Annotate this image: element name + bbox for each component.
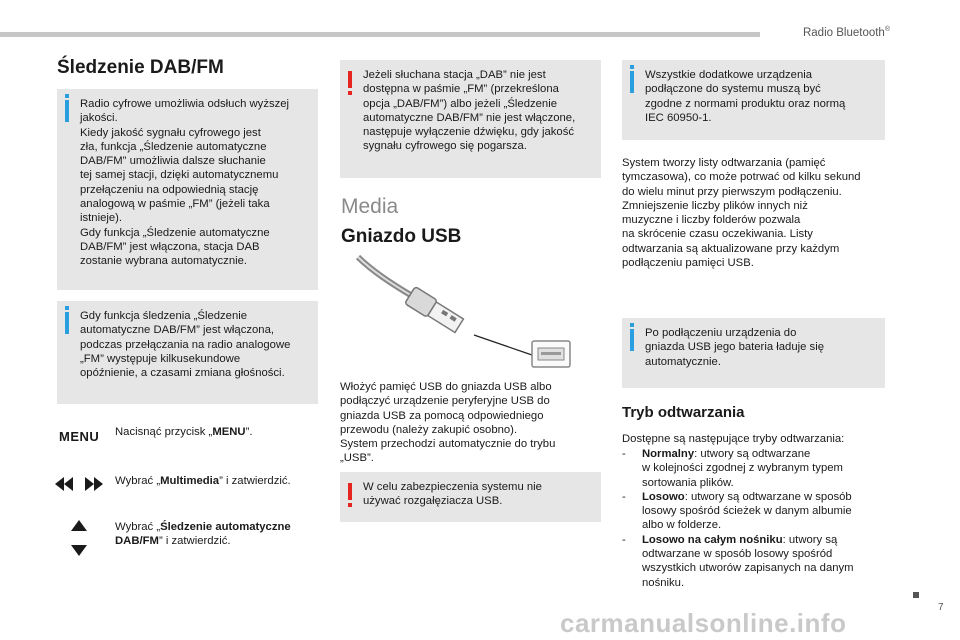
mode-name: Losowo na całym nośniku [642, 533, 783, 546]
list-dash: - [622, 490, 626, 503]
text-line: podłączeniu pamięci USB. [622, 257, 754, 270]
header-rule [0, 32, 760, 37]
text-line: podczas przełączania na radio analogowe [80, 338, 291, 351]
list-dash: - [622, 533, 626, 546]
info-box-dab [57, 89, 318, 290]
text-line: System tworzy listy odtwarzania (pamięć [622, 157, 826, 169]
text-line: Gdy funkcja śledzenia „Śledzenie [80, 310, 248, 322]
page-marker [913, 592, 919, 598]
text-line: „FM” występuje kilkusekundowe [80, 352, 241, 365]
info-box-battery [622, 318, 885, 388]
text-line: Losowo: utwory są odtwarzane w sposób [642, 490, 852, 503]
info-icon [630, 329, 634, 351]
text-line: dostępna w paśmie „FM” (przekreślona [363, 83, 559, 96]
playback-mode-intro: Dostępne są następujące tryby odtwarzania: [622, 433, 845, 445]
text-line: istnieje). [80, 212, 123, 225]
text-line: Gdy funkcja „Śledzenie automatyczne [80, 226, 270, 239]
text-line: automatycznie. [645, 355, 721, 368]
warning-text-dab [363, 68, 591, 154]
text-line: Po podłączeniu urządzenia do [645, 327, 797, 339]
list-dash: - [622, 448, 626, 460]
text-line: „USB”. [340, 452, 374, 465]
playback-mode-item [622, 490, 888, 533]
running-title: Radio Bluetooth® [802, 26, 890, 39]
text-line: tej samej stacji, dzięki automatycznemu [80, 169, 279, 182]
usb-instructions [340, 380, 601, 466]
text-line: następuje wyłączenie dźwięku, gdy jakość [363, 126, 574, 139]
text-line: W celu zabezpieczenia systemu nie [363, 481, 542, 493]
text-line: automatyczne DAB/FM” jest włączona, [80, 324, 274, 337]
left-right-arrows-icon [55, 475, 103, 493]
text-line: System przechodzi automatycznie do trybu [340, 438, 556, 451]
playback-mode-list [622, 447, 888, 590]
warning-text-hub [363, 480, 591, 509]
text-line: opóźnienie, a czasami zmiana głośności. [80, 367, 285, 380]
info-text-dab [80, 97, 308, 269]
up-down-arrows-icon [70, 520, 88, 556]
text-line: sortowania plików. [642, 476, 734, 489]
text-line: automatyczne DAB/FM” nie jest włączone, [363, 111, 576, 124]
text-line: na skrócenie czasu oczekiwania. Listy [622, 228, 813, 241]
text-line: tymczasowa), co może potrwać od kilku sekund [622, 171, 861, 184]
text-line: do wielu minut przy pierwszym podłączeniu. [622, 185, 842, 198]
warning-box-hub [340, 472, 601, 522]
text-line: odtwarzane w sposób losowy spośród [642, 548, 833, 561]
text-line: Wszystkie dodatkowe urządzenia [645, 69, 813, 81]
usb-plug-illustration [350, 255, 590, 375]
text-line: zostanie wybrana automatycznie. [80, 255, 248, 268]
text-line: IEC 60950-1. [645, 111, 712, 124]
section-title: Media [341, 195, 399, 218]
text-line: podłączone do systemu muszą być [645, 83, 821, 96]
warning-icon [348, 71, 352, 88]
text-line: Kiedy jakość sygnału cyfrowego jest [80, 126, 261, 139]
page-title: Śledzenie DAB/FM [57, 57, 224, 78]
text-line: Zmniejszenie liczby plików innych niż [622, 199, 808, 212]
usb-title: Gniazdo USB [341, 226, 462, 247]
text-line: DAB/FM” umożliwia dalsze słuchanie [80, 155, 266, 168]
text-line: Jeżeli słuchana stacja „DAB” nie jest [363, 69, 546, 81]
text-line: Radio cyfrowe umożliwia odsłuch wyższej [80, 98, 290, 110]
playback-mode-item [622, 533, 888, 590]
menu-key-icon: MENU [59, 429, 100, 444]
info-text-battery [645, 326, 875, 369]
info-box-delay [57, 301, 318, 404]
text-line: podłączyć urządzenie peryferyjne USB do [340, 395, 550, 408]
text-line: sygnału cyfrowego się pogarsza. [363, 140, 527, 153]
text-line: przełączeniu na odpowiednią stację [80, 183, 259, 196]
warning-box-dab [340, 60, 601, 178]
text-line: zgodne z normami produktu oraz normą [645, 97, 846, 110]
text-line: Losowo na całym nośniku: utwory są [642, 533, 838, 546]
step-press-menu: Nacisnąć przycisk „MENU”. [115, 426, 253, 438]
text-line: jakości. [80, 112, 118, 125]
step-select-multimedia: Wybrać „Multimedia” i zatwierdzić. [115, 475, 291, 487]
text-line: wszystkich utworów zapisanych na danym [642, 562, 854, 575]
text-line: albo w folderze. [642, 519, 722, 532]
info-text-norms [645, 68, 875, 125]
watermark: carmanualsonline.info [560, 608, 847, 638]
playlist-paragraph [622, 156, 888, 270]
text-line: Normalny: utwory są odtwarzane [642, 448, 811, 460]
text-line: w kolejności zgodnej z wybranym typem [642, 462, 843, 475]
playback-mode-item [622, 447, 888, 490]
text-line: przewodu (należy zakupić osobno). [340, 423, 518, 436]
text-line: zła, funkcja „Śledzenie automatyczne [80, 140, 267, 153]
text-line: Włożyć pamięć USB do gniazda USB albo [340, 381, 552, 393]
info-icon [630, 71, 634, 93]
text-line: używać rozgałęziacza USB. [363, 495, 503, 508]
text-line: gniazda USB jego bateria ładuje się [645, 341, 824, 354]
text-line: analogową w paśmie „FM” (jeżeli taka [80, 198, 270, 211]
warning-icon [348, 483, 352, 500]
playback-mode-title: Tryb odtwarzania [622, 404, 745, 421]
text-line: odtwarzania są aktualizowane przy każdym [622, 242, 840, 255]
text-line: losowy spośród ścieżek w danym albumie [642, 505, 852, 518]
step-select-tracking: Wybrać „Śledzenie automatyczne DAB/FM” i zatwierdzić. [115, 521, 291, 548]
info-icon [65, 312, 69, 334]
text-line: nośniku. [642, 576, 685, 589]
info-text-delay [80, 309, 308, 380]
text-line: gniazda USB za pomocą odpowiedniego [340, 409, 544, 422]
text-line: muzyczne i liczby folderów pozwala [622, 214, 801, 227]
info-icon [65, 100, 69, 122]
text-line: opcja „DAB/FM”) albo jeżeli „Śledzenie [363, 97, 558, 110]
text-line: DAB/FM” jest włączona, stacja DAB [80, 240, 260, 253]
page-number: 7 [938, 602, 944, 613]
mode-name: Normalny [642, 448, 695, 460]
info-box-norms [622, 60, 885, 140]
mode-name: Losowo [642, 490, 685, 503]
